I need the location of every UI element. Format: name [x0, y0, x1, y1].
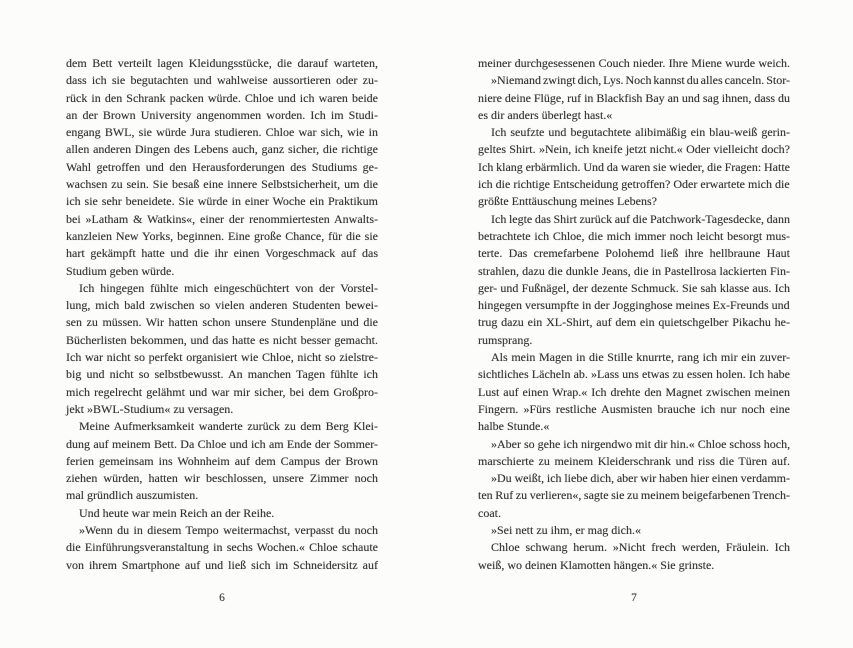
text-line	[478, 349, 790, 366]
text-line	[66, 522, 378, 539]
text-line	[66, 436, 378, 453]
text-line-content: marschierte zu meinem Kleiderschrank und riss die Türen auf.	[478, 453, 790, 468]
text-line-content: bei »Latham & Watkins«, einer der renommiertesten Anwalts-	[66, 211, 378, 226]
text-line	[66, 228, 378, 245]
text-line-content: geltes Shirt. »Nein, ich kneife jetzt nicht.« Oder vielleicht doch?	[478, 142, 790, 157]
page-text-right	[478, 55, 790, 574]
text-line	[66, 141, 378, 158]
text-line	[478, 332, 790, 349]
text-line-content: Als mein Magen in die Stille knurrte, rang ich mir ein zuver-	[491, 350, 790, 365]
text-line	[478, 522, 790, 539]
text-line-content: Fingern. »Fürs restliche Ausmisten brauche ich nur noch eine	[478, 401, 790, 416]
text-line	[66, 107, 378, 124]
text-line	[66, 72, 378, 89]
text-line-content: es dir anders überlegt hast.«	[478, 107, 613, 122]
text-line	[478, 314, 790, 331]
text-line-content: hart gekämpft hatte und die ihr einen Vorgeschmack auf das	[66, 246, 379, 261]
text-line	[478, 470, 790, 487]
text-line-content: Meine Aufmerksamkeit wanderte zurück zu dem Berg Klei-	[79, 419, 378, 434]
page-number-left: 6	[219, 592, 225, 604]
text-line-content: trug dazu ein XL-Shirt, auf dem ein quietschgelber Pikachu he-	[478, 315, 790, 330]
text-line-content: engang BWL, sie würde Jura studieren. Chloe war sich, wie in	[66, 125, 378, 140]
text-line	[66, 314, 378, 331]
text-line-content: »Sei nett zu ihm, er mag dich.«	[491, 523, 641, 538]
text-line-content: ich die richtige Entscheidung getroffen? Oder erwartete mich die	[478, 177, 790, 192]
text-line	[66, 384, 378, 401]
text-line	[478, 418, 790, 435]
text-line	[478, 297, 790, 314]
text-line	[66, 297, 378, 314]
text-line	[66, 557, 378, 574]
text-line	[478, 263, 790, 280]
text-line	[66, 90, 378, 107]
text-line-content: Ich hingegen fühlte mich eingeschüchtert von der Vorstel-	[79, 280, 378, 295]
text-line-content: an der Brown University angenommen worden. Ich im Studi-	[66, 107, 379, 122]
text-line-content: ger- und Fußnägel, der dezente Schmuck. Sie sah klasse aus. Ich	[478, 280, 790, 295]
text-line-content: jekt »BWL-Studium« zu versagen.	[66, 401, 234, 416]
text-line-content: ten Ruf zu verlieren«, sagte sie zu meinem beigefarbenen Trench-	[478, 488, 790, 503]
text-line-content: »Niemand zwingt dich, Lys. Noch kannst du alles canceln. Stor-	[491, 73, 790, 88]
text-line-content: kanzleien New Yorks, beginnen. Eine große Chance, für die sie	[66, 228, 378, 243]
text-line-content: Bücherlisten bekommen, und das hatte es nicht besser gemacht.	[66, 332, 378, 347]
text-line	[478, 176, 790, 193]
text-line-content: hingegen versumpfte in der Jogginghose meines Ex-Freunds und	[478, 298, 790, 313]
text-line-content: dem Bett verteilt lagen Kleidungsstücke, die darauf warteten,	[66, 56, 378, 70]
text-line-content: allen anderen Dingen des Lebens auch, ganz sicher, die richtige	[66, 142, 378, 157]
text-line-content: weiß, wo deinen Klamotten hängen.« Sie grinste.	[478, 557, 715, 572]
page-number-right: 7	[631, 592, 637, 604]
text-line-content: größte Enttäuschung meines Lebens?	[478, 194, 657, 209]
text-line-content: »Wenn du in diesem Tempo weitermachst, verpasst du noch	[79, 523, 378, 538]
text-line-content: Ich seufzte und begutachtete alibimäßig ein blau-weiß gerin-	[491, 125, 790, 140]
text-line	[66, 55, 378, 72]
text-line-content: rumsprang.	[478, 332, 533, 347]
text-line-content: Chloe schwang herum. »Nicht frech werden, Fräulein. Ich	[491, 540, 790, 555]
text-line	[478, 124, 790, 141]
text-line	[66, 245, 378, 262]
text-line	[478, 557, 790, 574]
text-line-content: halbe Stunde.«	[478, 419, 550, 434]
text-line	[478, 159, 790, 176]
text-line	[66, 366, 378, 383]
text-line	[66, 418, 378, 435]
text-line	[478, 245, 790, 262]
text-line-content: Und heute war mein Reich an der Reihe.	[79, 505, 275, 520]
text-line	[66, 539, 378, 556]
text-line	[478, 72, 790, 89]
text-line-content: big und nicht so selbstbewusst. An manchen Tagen fühlte ich	[66, 367, 378, 382]
text-line-content: ziehen würden, hatten wir beschlossen, unsere Zimmer noch	[66, 471, 378, 486]
text-line	[478, 280, 790, 297]
text-line	[66, 280, 378, 297]
text-line-content: terte. Das cremefarbene Polohemd ließ ihre hellbraune Haut	[478, 246, 790, 261]
text-line	[478, 211, 790, 228]
text-line	[478, 90, 790, 107]
text-line	[478, 436, 790, 453]
text-line	[66, 349, 378, 366]
text-line	[478, 228, 790, 245]
text-line-content: rück in den Schrank packen würde. Chloe und ich waren beide	[66, 90, 378, 105]
text-line-content: betrachtete ich Chloe, die mich immer noch leicht besorgt mus-	[478, 228, 790, 243]
page-text-left	[66, 55, 378, 574]
text-line	[478, 193, 790, 210]
text-line-content: Ich klang erbärmlich. Und da waren sie wieder, die Fragen: Hatte	[478, 159, 791, 174]
text-line	[478, 141, 790, 158]
text-line-content: ferien gemeinsam ins Wohnheim auf dem Campus der Brown	[66, 453, 378, 468]
text-line	[478, 453, 790, 470]
text-line-content: coat.	[478, 505, 501, 520]
text-line	[478, 55, 790, 72]
text-line-content: wachsen zu sein. Sie besaß eine innere Selbstsicherheit, um die	[66, 177, 378, 192]
text-line	[478, 505, 790, 522]
text-line	[478, 384, 790, 401]
text-line-content: mal gründlich auszumisten.	[66, 488, 199, 503]
text-line-content: »Du weißt, ich liebe dich, aber wir haben hier einen verdamm-	[491, 471, 790, 486]
text-line-content: sen zu müssen. Wir hatten schon unsere Stundenpläne und die	[66, 315, 378, 330]
text-line	[66, 159, 378, 176]
text-line	[66, 401, 378, 418]
text-line	[66, 505, 378, 522]
text-line	[478, 366, 790, 383]
text-line-content: ich sie sehr beneidete. Sie würde in einer Woche ein Praktikum	[66, 194, 378, 209]
text-line-content: Ich legte das Shirt zurück auf die Patchwork-Tagesdecke, dann	[491, 211, 790, 226]
text-line	[478, 401, 790, 418]
text-line	[478, 107, 790, 124]
text-line-content: dung auf meinem Bett. Da Chloe und ich am Ende der Sommer-	[66, 436, 378, 451]
text-line-content: Wahl getroffen und den Herausforderungen des Studiums ge-	[66, 159, 378, 174]
text-line	[66, 211, 378, 228]
text-line-content: von ihrem Smartphone auf und ließ sich im Schneidersitz auf	[66, 557, 378, 572]
text-line-content: niere deine Flüge, ruf in Blackfish Bay an und sag ihnen, dass du	[478, 90, 790, 105]
text-line	[66, 193, 378, 210]
text-line	[66, 470, 378, 487]
text-line-content: meiner durchgesessenen Couch nieder. Ihre Miene wurde weich.	[478, 56, 790, 70]
text-line-content: Lust auf einen Wrap.« Ich drehte den Magnet zwischen meinen	[478, 384, 790, 399]
text-line	[66, 263, 378, 280]
text-line-content: lung, mich bald zwischen so vielen anderen Studenten bewei-	[66, 298, 378, 313]
text-line-content: dass ich sie begutachten und wahlweise aussortieren oder zu-	[66, 73, 378, 88]
text-line-content: mich regelrecht gelähmt und war mir sicher, bei dem Großpro-	[66, 384, 378, 399]
text-line	[66, 332, 378, 349]
text-line-content: strahlen, dazu die dunkle Jeans, die in Pastellrosa lackierten Fin-	[478, 263, 790, 278]
text-line-content: »Aber so gehe ich nirgendwo mit dir hin.« Chloe schoss hoch,	[491, 436, 791, 451]
text-line	[66, 453, 378, 470]
text-line	[66, 487, 378, 504]
text-line-content: Ich war nicht so perfekt organisiert wie Chloe, nicht so zielstre-	[66, 350, 378, 365]
text-line	[478, 539, 790, 556]
text-line-content: die Einführungsveranstaltung in sechs Wochen.« Chloe schaute	[66, 540, 379, 555]
text-line	[66, 176, 378, 193]
text-line-content: sichtliches Lächeln ab. »Lass uns etwas zu essen holen. Ich habe	[478, 367, 790, 382]
text-line-content: Studium geben würde.	[66, 263, 175, 278]
text-line	[478, 487, 790, 504]
text-line	[66, 124, 378, 141]
